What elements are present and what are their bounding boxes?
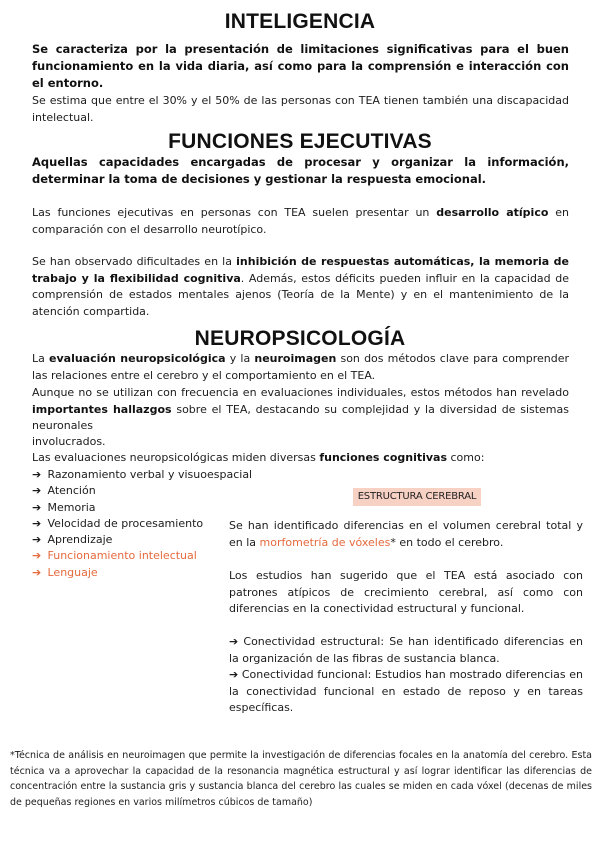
arrow-icon: ➔ [32,500,42,514]
list-item-label: Razonamiento verbal y visuoespacial [47,468,253,481]
arrow-icon: ➔ [32,468,42,481]
arrow-icon: ➔ [32,484,42,498]
text-run: como: [447,451,485,464]
funciones-paragraph-dificultades [32,254,569,320]
list-item-highlighted [32,565,232,581]
list-item [32,532,232,548]
list-item [32,467,253,483]
list-item-label: Funcionamiento intelectual [47,549,197,563]
text-run: sobre el TEA, destacando su complejidad y la diversidad de sistemas neuronales [32,402,569,432]
arrow-icon: ➔ [32,549,42,563]
funciones-definition: Aquellas capacidades encargadas de procesar y organizar la información, determinar la toma de decisiones y gestionar la respuesta emocional. [32,155,569,186]
inteligencia-definition: Se caracteriza por la presentación de limitaciones significativas para el buen funcionamiento en la vida diaria, así como para la comprensión e interacción con el entorno. [32,42,569,90]
arrow-icon: ➔ [32,565,42,579]
text-run: Se han identificado diferencias en el volumen cerebral total y en la [229,519,583,549]
inteligencia-estimate: Se estima que entre el 30% y el 50% de las personas con TEA tienen también una discapacidad intelectual. [32,94,569,124]
heading-neuropsicologia: NEUROPSICOLOGÍA [194,327,406,350]
arrow-icon: ➔ [32,516,42,530]
text-run: y la [225,352,255,365]
funciones-paragraph-atipico [32,205,569,238]
text-run: Se han observado dificultades en la [32,255,237,268]
list-item [32,500,232,516]
list-item-label: Memoria [47,500,96,514]
text-run: en comparación con el desarrollo neurotípico. [32,206,569,236]
list-item-label: Aprendizaje [47,533,113,547]
text-run: Aunque no se utilizan con frecuencia en evaluaciones individuales, estos métodos han revelado [32,386,569,399]
neuro-paragraph-funciones [32,450,569,467]
neuro-paragraph-hallazgos [32,385,569,435]
text-run: La [32,352,50,365]
list-item-label: Atención [47,484,96,498]
text-run: Las funciones ejecutivas en personas con TEA suelen presentar un [32,206,437,219]
highlight-evaluacion: evaluación neuropsicológica [49,352,226,365]
list-item-highlighted [32,548,232,564]
highlight-hallazgos: importantes hallazgos [32,402,172,416]
text-run: * en todo el cerebro. [390,535,504,549]
heading-funciones-ejecutivas: FUNCIONES EJECUTIVAS [168,130,432,153]
arrow-icon: ➔ [32,533,42,547]
footnote: *Técnica de análisis en neuroimagen que permite la investigación de diferencias focales en la anatomía del cerebro. Esta técnica va a aprovechar la capacidad de la resonancia magnética estructural y así lograr identificar las diferencias de concentración entre la sustancia gris y sustancia blanca del cerebro las cuales se miden en cada vóxel (decenas de miles de pequeñas regiones en varios milímetros cúbicos de tamaño) [10,750,592,808]
estructura-conectividad-funcional: ➔ Conectividad funcional: Estudios han mostrado diferencias en la conectividad funcional en estado de reposo y en tareas específicas. [229,668,583,714]
estructura-conectividad-estructural: ➔ Conectividad estructural: Se han identificado diferencias en la organización de las fibras de sustancia blanca. [229,635,583,665]
neuro-paragraph-metodos [32,351,569,384]
text-run: . Además, estos déficits pueden influir en la capacidad de comprensión de estados mentales ajenos (Teoría de la Mente) y en el mantenimiento de la atención compartida. [32,271,569,318]
neuro-paragraph-involucrados: involucrados. [32,435,106,448]
list-item-label: Velocidad de procesamiento [47,516,204,530]
highlight-funciones-cognitivas: funciones cognitivas [319,451,448,464]
list-item [32,516,232,532]
highlight-neuroimagen: neuroimagen [254,352,337,365]
text-run: son dos métodos clave para comprender las relaciones entre el cerebro y el comportamiento en el TEA. [32,352,569,382]
estructura-paragraph-volumen [229,518,583,551]
highlight-inhibicion: inhibición de respuestas automáticas, la memoria de trabajo y la flexibilidad cognitiva [32,255,569,285]
list-item [32,483,232,499]
highlight-morfometria: morfometría de vóxeles [259,535,391,549]
heading-inteligencia: INTELIGENCIA [224,10,376,33]
estructura-paragraph-patrones: Los estudios han sugerido que el TEA está asociado con patrones atípicos de crecimiento cerebral, así como con diferencias en la conectividad estructural y funcional. [229,569,583,615]
cognitive-functions-list [32,467,253,581]
highlight-desarrollo-atipico: desarrollo atípico [436,206,549,219]
text-run: Las evaluaciones neuropsicológicas miden diversas [32,451,320,464]
list-item-label: Lenguaje [47,565,98,579]
estructura-cerebral-badge: ESTRUCTURA CEREBRAL [353,488,481,506]
